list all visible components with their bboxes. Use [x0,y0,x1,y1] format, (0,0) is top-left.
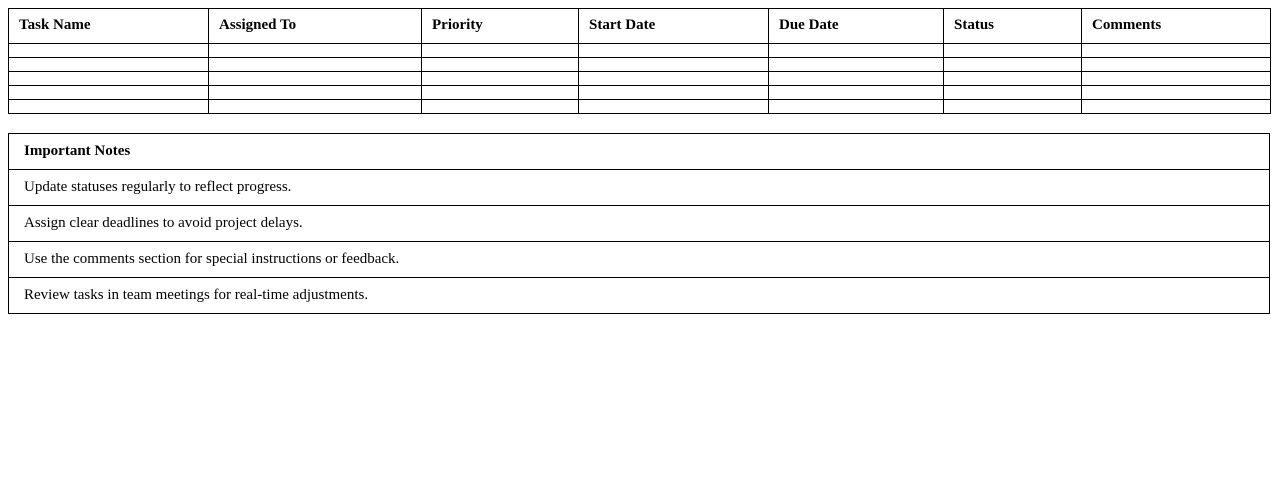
note-item-1: Update statuses regularly to reflect progress. [9,170,1270,206]
table-row [9,86,1271,100]
cell-assigned-to[interactable] [209,44,422,58]
note-item-3: Use the comments section for special instructions or feedback. [9,242,1270,278]
list-item [9,242,1270,278]
task-table [8,8,1271,114]
list-item [9,278,1270,314]
table-row [9,72,1271,86]
note-item-2: Assign clear deadlines to avoid project delays. [9,206,1270,242]
column-header-task-name: Task Name [9,9,209,44]
list-item [9,170,1270,206]
cell-priority[interactable] [422,58,579,72]
cell-due-date[interactable] [769,72,944,86]
table-row [9,58,1271,72]
cell-comments[interactable] [1082,58,1271,72]
cell-priority[interactable] [422,72,579,86]
cell-status[interactable] [944,72,1082,86]
cell-assigned-to[interactable] [209,100,422,114]
cell-status[interactable] [944,44,1082,58]
column-header-assigned-to: Assigned To [209,9,422,44]
cell-comments[interactable] [1082,86,1271,100]
table-row [9,100,1271,114]
important-notes-table [8,133,1270,314]
cell-status[interactable] [944,86,1082,100]
cell-status[interactable] [944,58,1082,72]
cell-task-name[interactable] [9,44,209,58]
cell-comments[interactable] [1082,44,1271,58]
cell-start-date[interactable] [579,58,769,72]
cell-start-date[interactable] [579,100,769,114]
cell-due-date[interactable] [769,58,944,72]
cell-assigned-to[interactable] [209,72,422,86]
cell-task-name[interactable] [9,100,209,114]
cell-assigned-to[interactable] [209,58,422,72]
column-header-start-date: Start Date [579,9,769,44]
note-item-4: Review tasks in team meetings for real-time adjustments. [9,278,1270,314]
cell-task-name[interactable] [9,72,209,86]
column-header-due-date: Due Date [769,9,944,44]
cell-comments[interactable] [1082,72,1271,86]
column-header-comments: Comments [1082,9,1271,44]
cell-comments[interactable] [1082,100,1271,114]
cell-start-date[interactable] [579,44,769,58]
cell-due-date[interactable] [769,44,944,58]
cell-priority[interactable] [422,100,579,114]
cell-priority[interactable] [422,44,579,58]
cell-status[interactable] [944,100,1082,114]
notes-title: Important Notes [9,134,1270,170]
task-table-header-row [9,9,1271,44]
column-header-status: Status [944,9,1082,44]
cell-due-date[interactable] [769,86,944,100]
notes-header-row [9,134,1270,170]
column-header-priority: Priority [422,9,579,44]
cell-assigned-to[interactable] [209,86,422,100]
cell-due-date[interactable] [769,100,944,114]
cell-task-name[interactable] [9,86,209,100]
cell-priority[interactable] [422,86,579,100]
table-row [9,44,1271,58]
cell-task-name[interactable] [9,58,209,72]
list-item [9,206,1270,242]
cell-start-date[interactable] [579,86,769,100]
cell-start-date[interactable] [579,72,769,86]
